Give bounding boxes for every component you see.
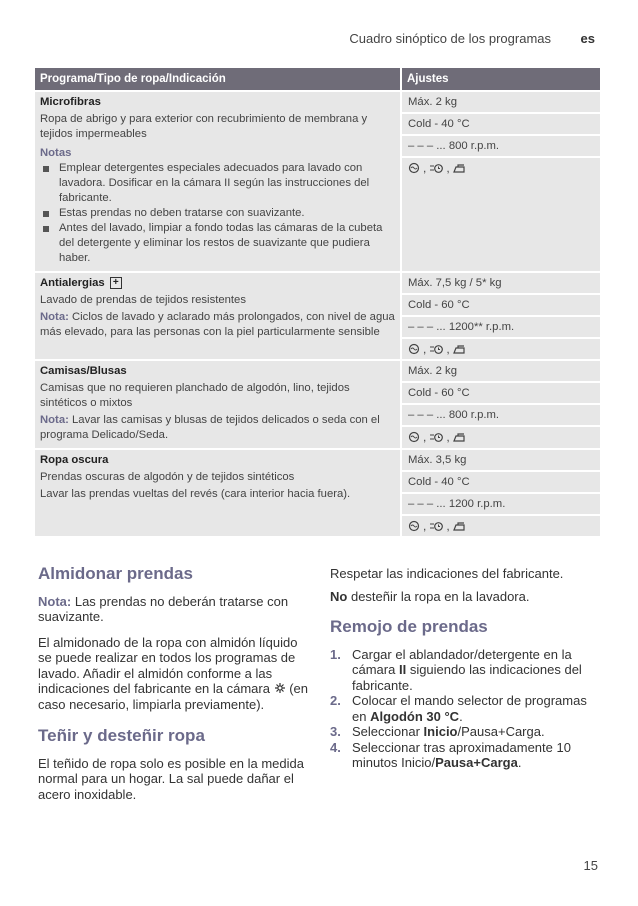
- allergy-plus-icon: +: [110, 277, 122, 289]
- iron-icon: [453, 163, 466, 174]
- note-item: Estas prendas no deben tratarse con suavizante.: [40, 206, 395, 221]
- program-note: Nota: Lavar las camisas y blusas de tejidos delicados o seda con el programa Delicado/Seda.: [40, 414, 380, 441]
- spin-reduce-icon: [429, 520, 443, 532]
- setting-icons: , ,: [402, 158, 600, 178]
- table-row: [35, 272, 600, 360]
- program-cell: [35, 91, 401, 272]
- soak-title: Remojo de prendas: [330, 617, 488, 636]
- program-name: Antialergias +: [40, 276, 395, 291]
- program-description-2: Lavar las prendas vueltas del revés (cara interior hacia fuera).: [40, 488, 351, 500]
- program-name: Microfibras: [40, 96, 101, 108]
- program-cell: [35, 360, 401, 449]
- setting-spin: – – – ... 1200 r.p.m.: [402, 494, 600, 516]
- manufacturer-paragraph: Respetar las indicaciones del fabricante.: [330, 566, 564, 581]
- program-cell: [35, 449, 401, 536]
- settings-cell: [401, 449, 600, 536]
- rinse-hold-icon: [408, 520, 420, 532]
- setting-spin: – – – ... 800 r.p.m.: [402, 136, 600, 158]
- note-item: Antes del lavado, limpiar a fondo todas las cámaras de la cubeta del detergente y eliminar los restos de suavizante que pudiera haber.: [40, 221, 395, 266]
- program-description: Ropa de abrigo y para exterior con recubrimiento de membrana y tejidos impermeables: [40, 113, 368, 140]
- page-number: 15: [583, 858, 598, 873]
- no-bleach-paragraph: No desteñir la ropa en la lavadora.: [330, 588, 530, 604]
- program-description: Lavado de prendas de tejidos resistentes: [40, 294, 246, 306]
- starch-title: Almidonar prendas: [38, 564, 193, 583]
- setting-icons: , ,: [402, 516, 600, 536]
- setting-load: Máx. 2 kg: [402, 361, 600, 383]
- settings-cell: [401, 360, 600, 449]
- right-column: [330, 566, 600, 771]
- program-description: Camisas que no requieren planchado de algodón, lino, tejidos sintéticos o mixtos: [40, 382, 350, 409]
- setting-spin: – – – ... 800 r.p.m.: [402, 405, 600, 427]
- spin-reduce-icon: [429, 431, 443, 443]
- iron-icon: [453, 432, 466, 443]
- setting-temperature: Cold - 40 °C: [402, 472, 600, 494]
- starch-paragraph: El almidonado de la ropa con almidón líquido se puede realizar en todos los programas de lavado. Añadir el almidón conforme a las indicaciones del fabricante en la cámara (en caso necesario, limpiarla previamente).: [38, 634, 309, 712]
- program-description: Prendas oscuras de algodón y de tejidos sintéticos: [40, 471, 295, 483]
- list-item: 2. Colocar el mando selector de programas en Algodón 30 °C.: [330, 693, 587, 724]
- rinse-hold-icon: [408, 162, 420, 174]
- program-table: [35, 68, 600, 536]
- list-item: 3. Seleccionar Inicio/Pausa+Carga.: [330, 724, 545, 739]
- table-row: [35, 91, 600, 272]
- rinse-hold-icon: [408, 343, 420, 355]
- setting-temperature: Cold - 60 °C: [402, 383, 600, 405]
- spin-reduce-icon: [429, 162, 443, 174]
- program-cell: [35, 272, 401, 360]
- program-name: Camisas/Blusas: [40, 365, 127, 377]
- list-item: 1. Cargar el ablandador/detergente en la cámara II siguiendo las indicaciones del fabricante.: [330, 646, 582, 693]
- table-row: [35, 360, 600, 449]
- settings-cell: [401, 272, 600, 360]
- soak-steps: [330, 647, 600, 771]
- rinse-hold-icon: [408, 431, 420, 443]
- dye-paragraph: El teñido de ropa solo es posible en la medida normal para un hogar. La sal puede dañar el acero inoxidable.: [38, 755, 304, 802]
- program-note: Nota: Ciclos de lavado y aclarado más prolongados, con nivel de agua más elevado, para las personas con la piel particularmente sensible: [40, 311, 395, 338]
- notes-list: [40, 161, 395, 266]
- program-name: Ropa oscura: [40, 454, 109, 466]
- iron-icon: [453, 344, 466, 355]
- header-title: Cuadro sinóptico de los programas: [349, 31, 551, 46]
- spin-reduce-icon: [429, 343, 443, 355]
- table-head-settings: Ajustes: [401, 68, 600, 91]
- list-item: 4. Seleccionar tras aproximadamente 10 minutos Inicio/Pausa+Carga.: [330, 739, 571, 770]
- dye-title: Teñir y desteñir ropa: [38, 726, 205, 745]
- header-language: es: [580, 31, 595, 46]
- table-head-program: Programa/Tipo de ropa/Indicación: [35, 68, 401, 91]
- starch-note: Nota: Las prendas no deberán tratarse con suavizante.: [38, 593, 289, 624]
- setting-temperature: Cold - 40 °C: [402, 114, 600, 136]
- page-header: [0, 31, 638, 51]
- setting-load: Máx. 3,5 kg: [402, 450, 600, 472]
- setting-load: Máx. 7,5 kg / 5* kg: [402, 273, 600, 295]
- setting-load: Máx. 2 kg: [402, 92, 600, 114]
- setting-icons: , ,: [402, 427, 600, 447]
- softener-compartment-icon: [274, 682, 286, 694]
- left-column: [38, 566, 308, 802]
- notes-label: Notas: [40, 147, 72, 159]
- setting-spin: – – – ... 1200** r.p.m.: [402, 317, 600, 339]
- setting-temperature: Cold - 60 °C: [402, 295, 600, 317]
- table-row: [35, 449, 600, 536]
- note-item: Emplear detergentes especiales adecuados para lavado con lavadora. Dosificar en la cámara II según las instrucciones del fabricante.: [40, 161, 395, 206]
- settings-cell: [401, 91, 600, 272]
- setting-icons: , ,: [402, 339, 600, 359]
- iron-icon: [453, 521, 466, 532]
